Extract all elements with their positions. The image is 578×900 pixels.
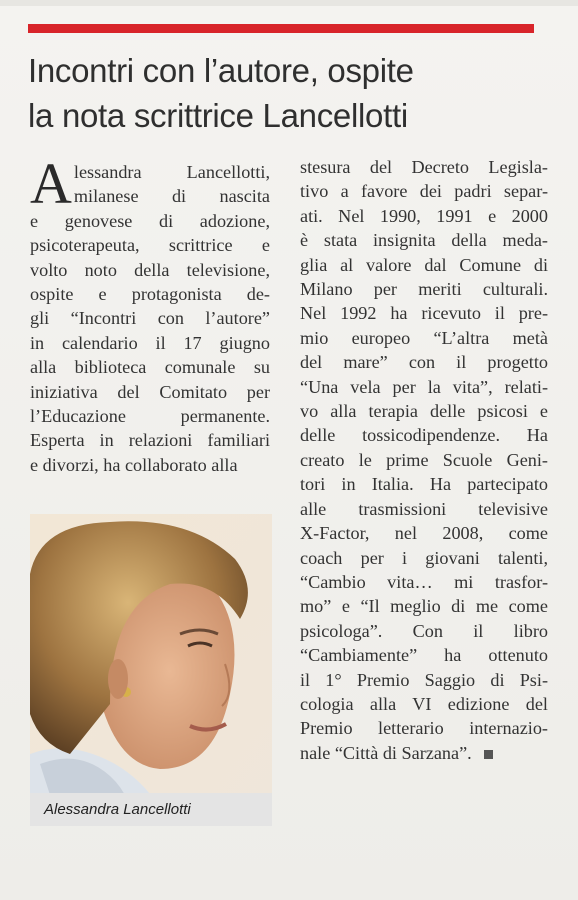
text-line-content: ospite e protagonista de- [30,284,270,305]
text-line-content: vo alla terapia delle psicosi e [300,401,548,422]
text-line [30,209,270,233]
headline-line-2: la nota scrittrice Lancellotti [28,97,408,134]
text-line-content: psicoterapeuta, scrittrice e [30,235,270,256]
text-line-content: e genovese di adozione, [30,210,270,231]
text-line [30,380,270,404]
text-line-content: tivo a favore dei padri separ- [300,181,548,202]
text-line-content: glia al valore dal Comune di [300,254,548,275]
text-line [300,423,548,447]
text-line [300,570,548,594]
text-line [300,277,548,301]
text-line [300,497,548,521]
dropcap-paragraph-start [30,151,270,216]
text-line [300,472,548,496]
text-line-content: cologia alla VI edizione del [300,693,548,714]
text-line [300,179,548,203]
text-line-content: Esperta in relazioni familiari [30,430,270,451]
text-line-content: X-Factor, nel 2008, come [300,523,548,544]
text-line [300,375,548,399]
text-line [30,233,270,257]
text-line [300,155,548,179]
text-line [30,306,270,330]
text-line-content: “Cambiamente” ha ottenuto [300,645,548,666]
text-line [30,331,270,355]
text-line [30,355,270,379]
text-line-content: “Cambio vita… mi trasfor- [300,571,548,592]
portrait-illustration [30,514,272,826]
photo-caption: Alessandra Lancellotti [30,793,272,826]
text-line-content: delle tossicodipendenze. Ha [300,425,548,446]
dropcap-letter: A [30,151,72,216]
text-line [300,594,548,618]
left-column-lines [30,209,270,477]
text-line-content: Milano per meriti culturali. [300,279,548,300]
text-line-content: Premio letterario internazio- [300,718,548,739]
text-line-content: stesura del Decreto Legisla- [300,157,548,177]
text-line: milanese di nascita [73,186,270,207]
text-line-content: il 1° Premio Saggio di Psi- [300,669,548,690]
author-photo [30,514,272,826]
text-line [300,643,548,667]
text-line [300,521,548,545]
text-line [300,546,548,570]
end-of-article-mark [484,750,493,759]
top-edge [0,0,578,6]
text-line [300,692,548,716]
text-line [300,228,548,252]
text-line [30,282,270,306]
text-line-content: alla biblioteca comunale su [30,357,270,378]
text-line-content: tori in Italia. Ha partecipato [300,474,548,495]
text-line-content: del mare” con il progetto [300,352,548,373]
text-line-content: coach per i giovani talenti, [300,547,548,568]
text-line [300,326,548,350]
text-line [300,350,548,374]
article-column-left [30,151,270,477]
article-column-right [300,155,548,765]
text-line [300,716,548,740]
text-line-content: l’Educazione permanente. [30,406,270,427]
text-line [300,619,548,643]
text-line-content: creato le prime Scuole Geni- [300,449,548,470]
text-line-content: mio europeo “L’altra metà [300,327,548,348]
text-line-content: iniziativa del Comitato per [30,381,270,402]
text-line [30,428,270,452]
text-line [300,668,548,692]
text-line [300,253,548,277]
text-line-content: ati. Nel 1990, 1991 e 2000 [300,205,548,226]
text-line [30,258,270,282]
text-line: lessandra Lancellotti, [73,162,270,182]
text-line-content: nale “Città di Sarzana”. [300,742,472,763]
red-divider-rule [28,24,534,33]
text-line-content: mo” e “Il meglio di me come [300,596,548,617]
headline-line-1: Incontri con l’autore, ospite [28,52,414,89]
text-line-content: gli “Incontri con l’autore” [30,308,270,329]
right-column-lines [300,155,548,765]
text-line-content: e divorzi, ha collaborato alla [30,454,238,475]
text-line-content: in calendario il 17 giugno [30,332,270,353]
text-line-content: psicologa”. Con il libro [300,620,548,641]
text-line-content: Nel 1992 ha ricevuto il pre- [300,303,548,324]
text-line [300,204,548,228]
dropcap-lines [74,160,270,209]
text-line [300,399,548,423]
text-line [30,404,270,428]
text-line-content: volto noto della televisione, [30,259,270,280]
article-headline [28,48,543,138]
text-line [300,301,548,325]
text-line [300,741,548,765]
text-line-content: alle trasmissioni televisive [300,498,548,519]
text-line [30,453,270,477]
text-line [300,448,548,472]
text-line-content: è stata insignita della meda- [300,230,548,251]
text-line-content: “Una vela per la vita”, relati- [300,376,548,397]
